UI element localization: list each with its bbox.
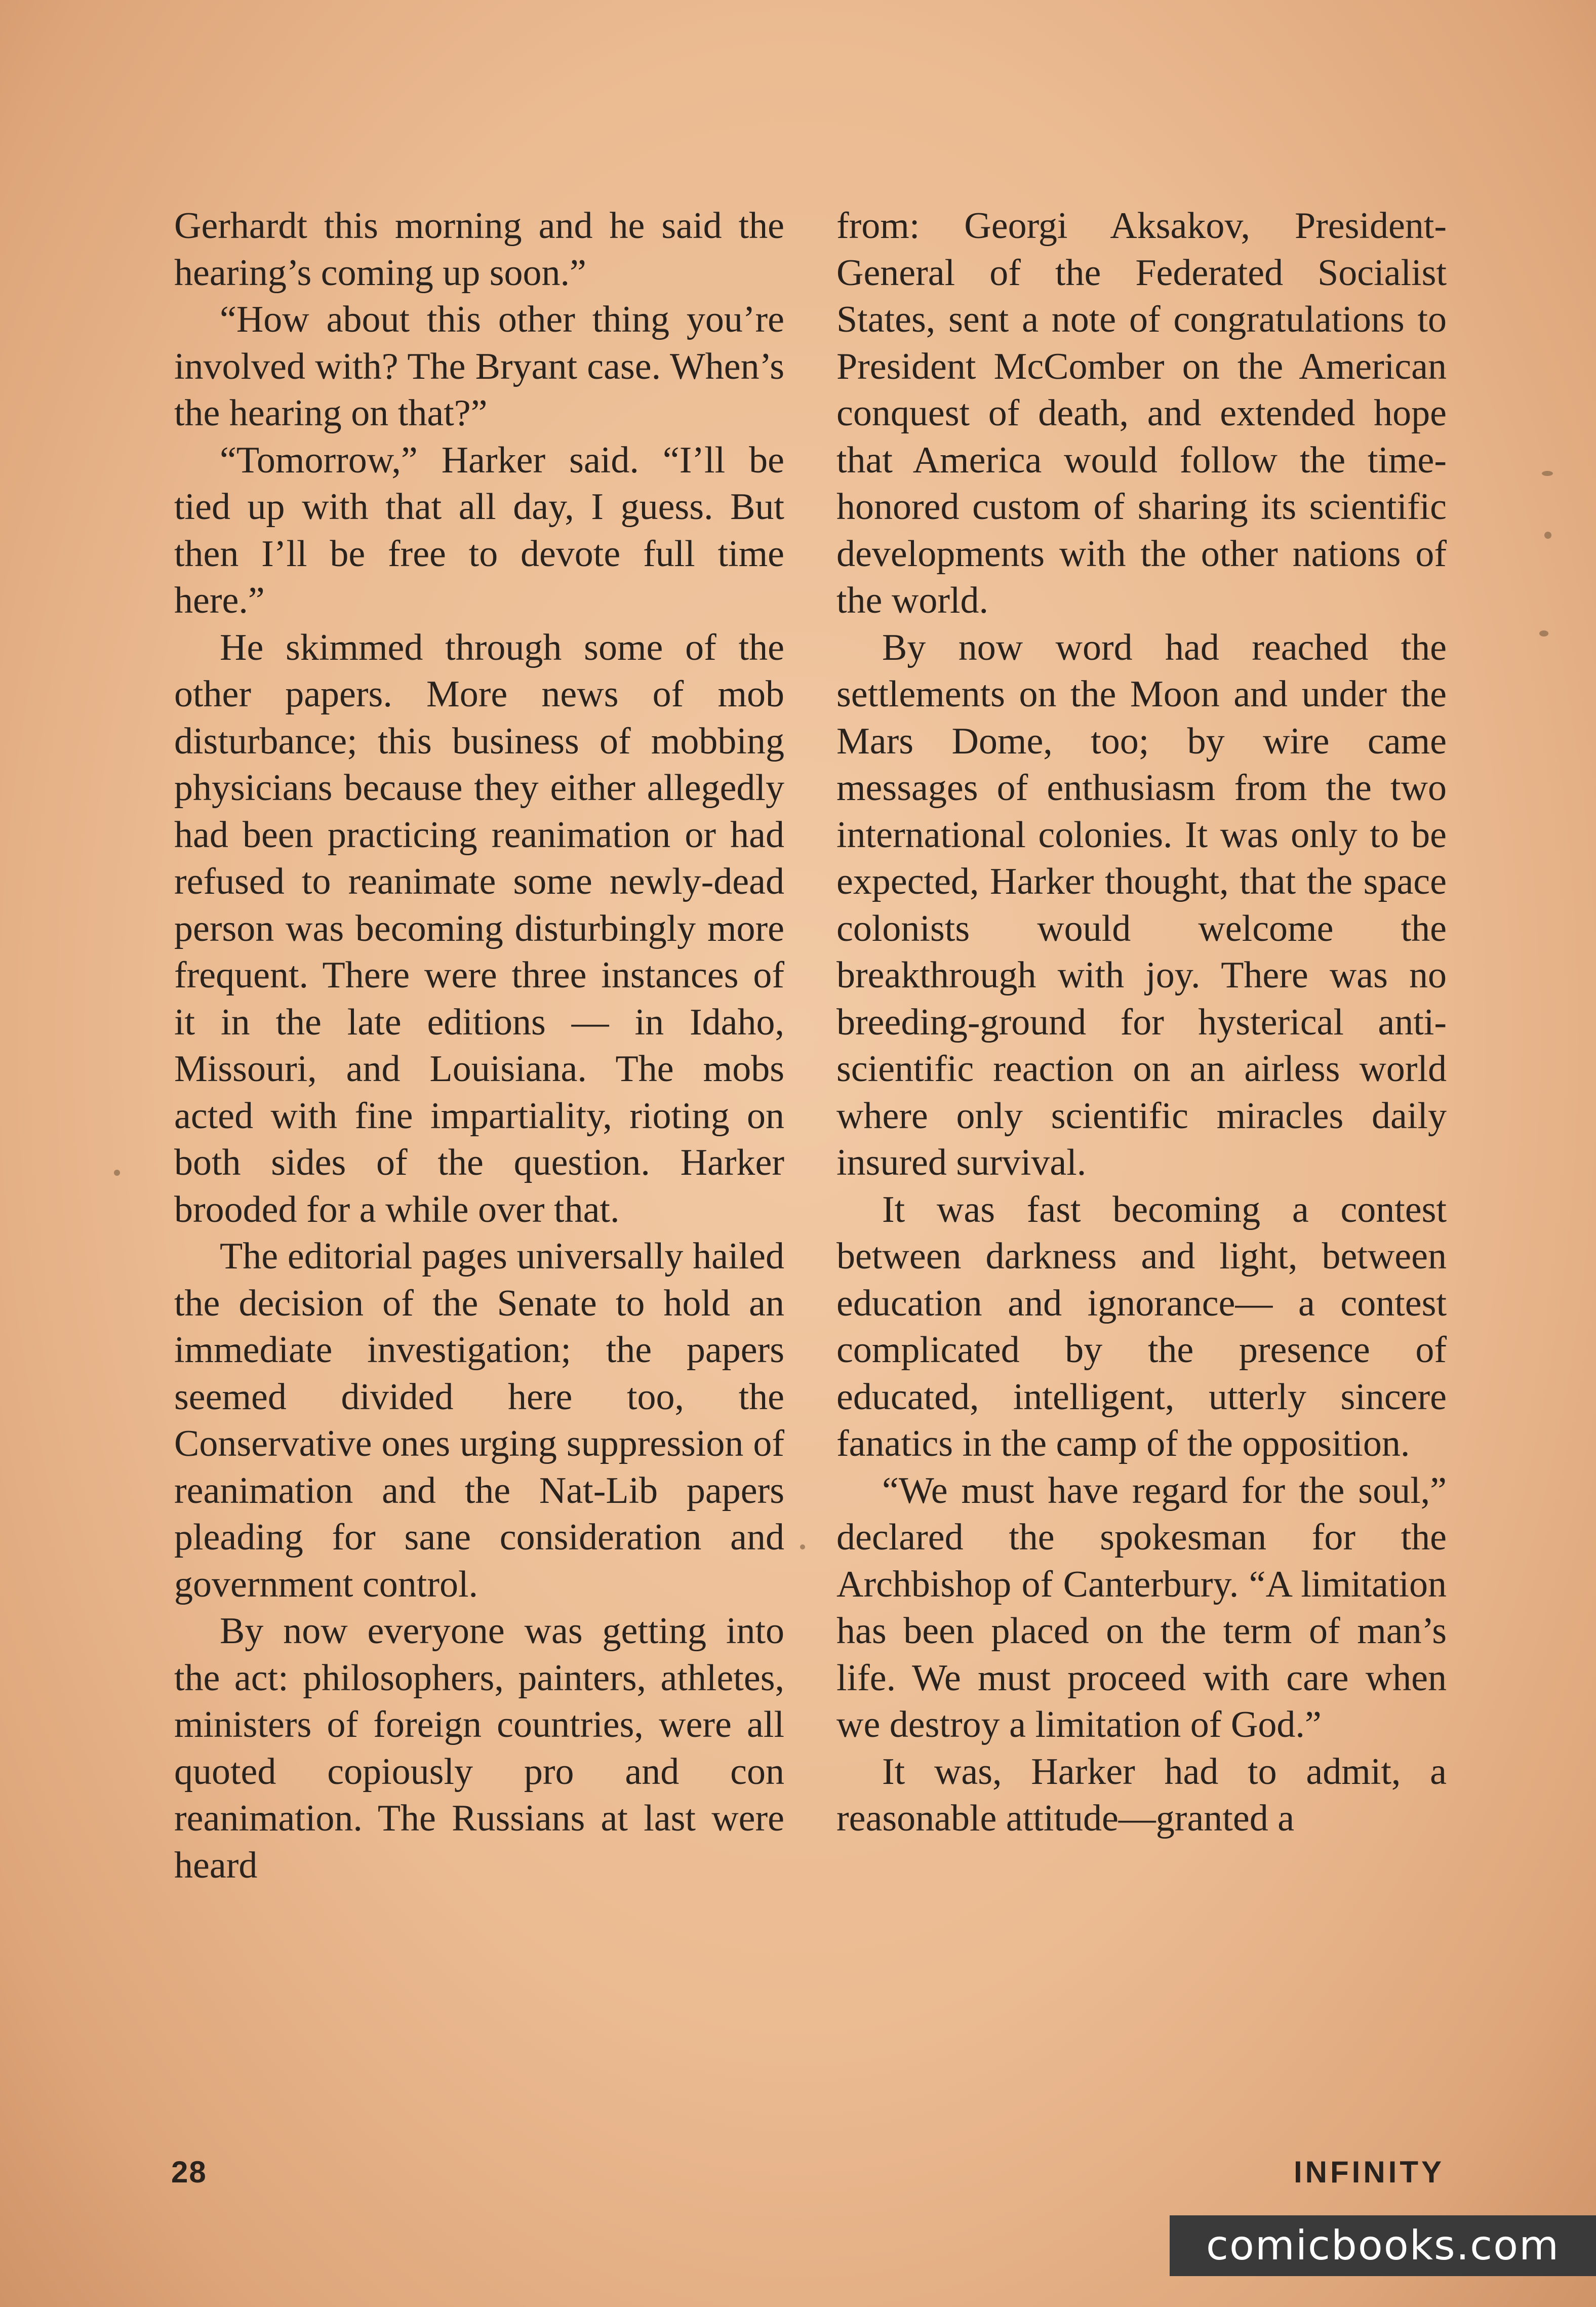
paper-speck [114,1170,120,1176]
paragraph: “How about this other thing you’re involved with? The Bryant case. When’s the hearing on that?” [174,299,784,434]
paragraph: It was fast becoming a contest between darkness and light, between education and ignorance— a contest complicated by the presence of educated, intelligent, utterly sincere fanatics in the camp of the opposition. [836,1188,1447,1464]
site-watermark: comicbooks.com [1170,2215,1596,2276]
paragraph: Gerhardt this morning and he said the hearing’s coming up soon.” [174,205,784,294]
text-column-left [174,203,784,1889]
page-number: 28 [171,2155,207,2189]
paragraph: By now everyone was getting into the act: philosophers, painters, athletes, ministers of foreign countries, were all quoted copiously pro and con reanimation. The Russians at last were heard [174,1610,784,1886]
paragraph: from: Georgi Aksakov, President-General of the Federated Socialist States, sent a note of congratulations to President McComber on the American conquest of death, and extended hope that America would follow the time-honored custom of sharing its scientific developments with the other nations of the world. [836,205,1447,621]
paragraph: “We must have regard for the soul,” declared the spokesman for the Archbishop of Canterbury. “A limitation has been placed on the term of man’s life. We must proceed with care when we destroy a limitation of God.” [836,1469,1447,1745]
paper-speck [1539,630,1548,637]
paper-speck [800,1544,805,1549]
magazine-name: INFINITY [1294,2155,1445,2189]
paper-speck [1542,471,1553,476]
paragraph: The editorial pages universally hailed the decision of the Senate to hold an immediate investigation; the papers seemed divided here too, the Conservative ones urging suppression of reanimation and the Nat-Lib papers pleading for sane consideration and government control. [174,1236,784,1605]
text-column-right [836,203,1447,1842]
paragraph: “Tomorrow,” Harker said. “I’ll be tied up with that all day, I guess. But then I’ll be free to devote full time here.” [174,439,784,621]
paragraph: It was, Harker had to admit, a reasonable attitude—granted a [836,1751,1447,1839]
paragraph: By now word had reached the settlements on the Moon and under the Mars Dome, too; by wire came messages of enthusiasm from the two international colonies. It was only to be expected, Harker thought, that the space colonists would welcome the breakthrough with joy. There was no breeding-ground for hysterical anti-scientific reaction on an airless world where only scientific miracles daily insured survival. [836,626,1447,1183]
paragraph: He skimmed through some of the other papers. More news of mob disturbance; this business of mobbing physicians because they either allegedly had been practicing reanimation or had refused to reanimate some newly-dead person was becoming disturbingly more frequent. There were three instances of it in the late editions — in Idaho, Missouri, and Louisiana. The mobs acted with fine impartiality, rioting on both sides of the question. Harker brooded for a while over that. [174,626,784,1230]
paper-speck [1544,532,1551,539]
